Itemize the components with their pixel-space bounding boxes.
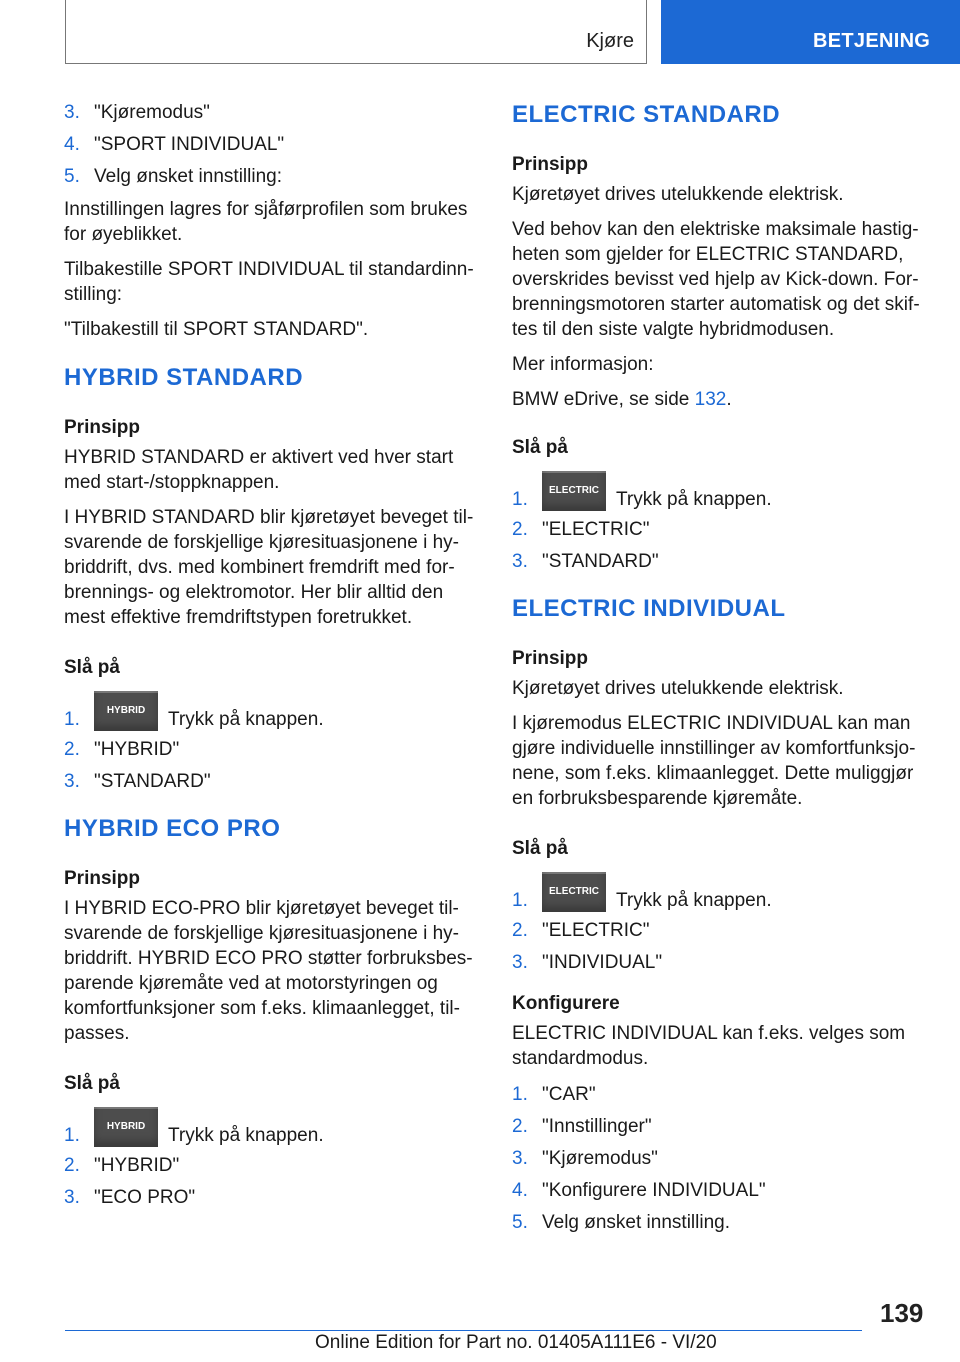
- subheading-configure: Konfigurere: [512, 993, 620, 1014]
- paragraph: I HYBRID ECO-PRO blir kjøretøyet beveget tilsvarende de forskjellige kjøresituasjonene i hybriddrift. HYBRID ECO PRO støtter forbruksbesparende kjøremåte ved at motorstyringen og komfortfunksjoner som f.eks. klimaanlegget, tilpasses.: [64, 898, 473, 1044]
- steps-list: [512, 471, 924, 573]
- hybrid-button-icon: HYBRID: [94, 691, 158, 731]
- subheading-switch-on: Slå på: [512, 838, 568, 859]
- paragraph: Mer informasjon:: [512, 354, 654, 375]
- steps-list: [64, 691, 476, 793]
- paragraph: ELECTRIC INDIVIDUAL kan f.eks. velges som standardmodus.: [512, 1023, 906, 1069]
- page-number: 139: [880, 1298, 924, 1328]
- paragraph: Kjøretøyet drives utelukkende elektrisk.: [512, 184, 844, 205]
- section-heading-electric-standard: ELECTRIC STANDARD: [512, 101, 781, 128]
- subheading-switch-on: Slå på: [64, 1073, 120, 1094]
- list-item: 1. HYBRID Trykk på knappen.: [64, 1107, 476, 1147]
- header-chapter-title: BETJENING: [813, 30, 931, 52]
- paragraph-reference: BMW eDrive, se side 132.: [512, 389, 732, 410]
- paragraph: Ved behov kan den elektriske maksimale hastigheten som gjelder for ELECTRIC STANDARD, overskrides bevisst ved hjelp av Kick-down. Forbrenningsmotoren starter automatisk og det skiftes til den siste valgte hybridmodusen.: [512, 219, 920, 340]
- footer-edition: Online Edition for Part no. 01405A111E6 - VI/20: [315, 1332, 717, 1353]
- paragraph: I kjøremodus ELECTRIC INDIVIDUAL kan man gjøre individuelle innstillinger av komfortfunksjonene, som f.eks. klimaanlegget. Dette muliggjør en forbruksbesparende kjøremåte.: [512, 713, 916, 809]
- steps-list: [512, 872, 924, 974]
- right-column: [512, 101, 924, 1243]
- subheading-switch-on: Slå på: [64, 657, 120, 678]
- list-item: 1. HYBRID Trykk på knappen.: [64, 691, 476, 731]
- list-item: 2. "HYBRID": [64, 1155, 180, 1176]
- section-heading-hybrid-eco-pro: HYBRID ECO PRO: [64, 815, 281, 842]
- steps-list: [64, 1107, 476, 1209]
- list-item: 3. "Kjøremodus": [64, 102, 210, 123]
- intro-list: [64, 101, 476, 188]
- electric-button-icon: ELECTRIC: [542, 471, 606, 511]
- paragraph: Kjøretøyet drives utelukkende elektrisk.: [512, 678, 844, 699]
- footer-divider: [65, 1330, 862, 1331]
- paragraph: Tilbakestille SPORT INDIVIDUAL til standardinnstilling:: [64, 259, 474, 305]
- list-item: 5. Velg ønsket innstilling.: [512, 1212, 730, 1233]
- list-item: 2. "HYBRID": [64, 739, 180, 760]
- paragraph: I HYBRID STANDARD blir kjøretøyet beveget tilsvarende de forskjellige kjøresituasjonene i hybriddrift, dvs. med kombinert fremdrift med forbrennings- og elektromotor. Her blir alltid den mest effektive fremdriftstypen foretrukket.: [64, 507, 474, 628]
- list-item: 2. "Innstillinger": [512, 1116, 652, 1137]
- section-heading-electric-individual: ELECTRIC INDIVIDUAL: [512, 595, 786, 622]
- list-item: 3. "INDIVIDUAL": [512, 952, 663, 973]
- list-item: 4. "Konfigurere INDIVIDUAL": [512, 1180, 766, 1201]
- header-section-box: [65, 0, 647, 64]
- list-item: 5. Velg ønsket innstilling:: [64, 166, 282, 187]
- list-item: 1. "CAR": [512, 1084, 596, 1105]
- section-heading-hybrid-standard: HYBRID STANDARD: [64, 364, 304, 391]
- paragraph: "Tilbakestill til SPORT STANDARD".: [64, 319, 369, 340]
- subheading-principle: Prinsipp: [512, 154, 589, 175]
- electric-button-icon: ELECTRIC: [542, 872, 606, 912]
- list-item: 2. "ELECTRIC": [512, 920, 650, 941]
- header-chapter-box: [661, 0, 960, 64]
- list-item: 2. "ELECTRIC": [512, 519, 650, 540]
- paragraph: HYBRID STANDARD er aktivert ved hver start med start-/stoppknappen.: [64, 447, 454, 493]
- list-item: 1. ELECTRIC Trykk på knappen.: [512, 872, 924, 912]
- subheading-principle: Prinsipp: [64, 868, 141, 889]
- paragraph: Innstillingen lagres for sjåførprofilen som brukes for øyeblikket.: [64, 199, 468, 245]
- hybrid-button-icon: HYBRID: [94, 1107, 158, 1147]
- configure-steps-list: [512, 1083, 924, 1234]
- list-item: 3. "STANDARD": [64, 771, 211, 792]
- list-item: 3. "ECO PRO": [64, 1187, 196, 1208]
- list-item: 4. "SPORT INDIVIDUAL": [64, 134, 285, 155]
- subheading-principle: Prinsipp: [512, 648, 589, 669]
- subheading-principle: Prinsipp: [64, 417, 141, 438]
- list-item: 3. "STANDARD": [512, 551, 659, 572]
- left-column: [64, 101, 476, 1218]
- subheading-switch-on: Slå på: [512, 437, 568, 458]
- header-section-title: Kjøre: [586, 30, 634, 52]
- page-reference-link[interactable]: 132: [694, 389, 727, 410]
- list-item: 3. "Kjøremodus": [512, 1148, 658, 1169]
- list-item: 1. ELECTRIC Trykk på knappen.: [512, 471, 924, 511]
